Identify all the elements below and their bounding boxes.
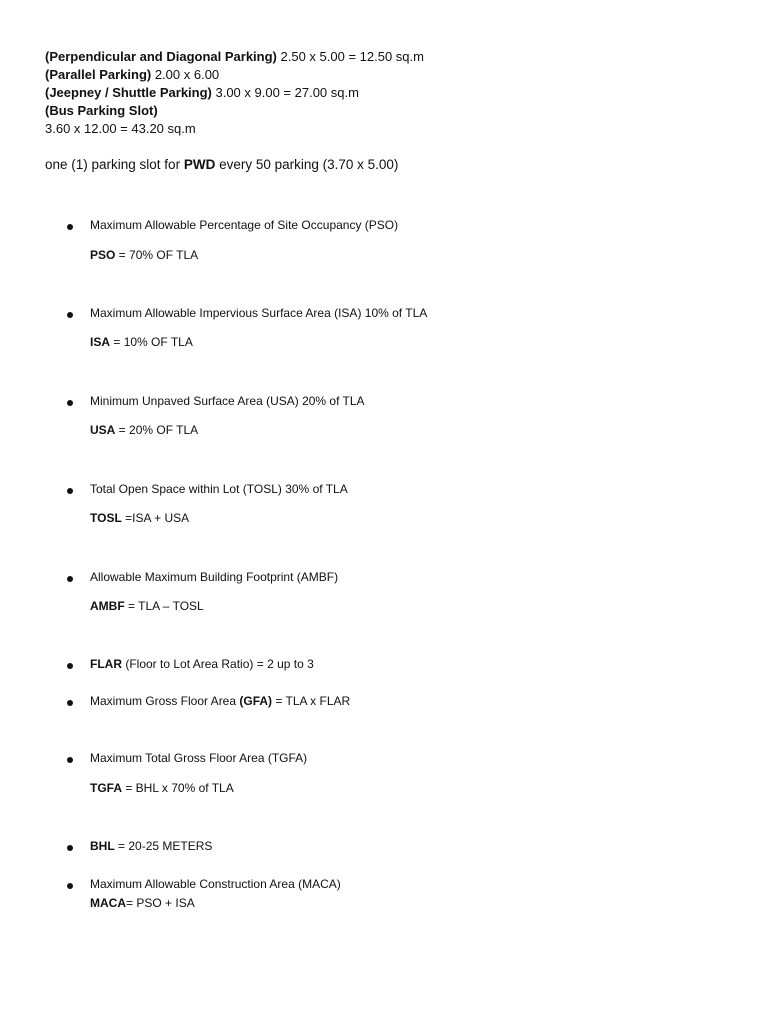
bullet-icon bbox=[67, 883, 73, 889]
bullet-icon bbox=[67, 488, 73, 494]
bullet-icon bbox=[67, 224, 73, 230]
ambf-formula: AMBF = TLA – TOSL bbox=[90, 599, 204, 613]
parallel-parking-line: (Parallel Parking) 2.00 x 6.00 bbox=[45, 67, 220, 82]
tgfa-formula: TGFA = BHL x 70% of TLA bbox=[90, 781, 234, 795]
tosl-formula: TOSL =ISA + USA bbox=[90, 511, 190, 525]
bullet-icon bbox=[67, 663, 73, 669]
bullet-icon bbox=[67, 700, 73, 706]
parking-dimensions bbox=[45, 48, 424, 138]
gfa-line: Maximum Gross Floor Area (GFA) = TLA x FLAR bbox=[90, 694, 351, 708]
bullet-icon bbox=[67, 576, 73, 582]
flar-line: FLAR (Floor to Lot Area Ratio) = 2 up to 3 bbox=[90, 657, 314, 671]
maca-title: Maximum Allowable Construction Area (MACA) bbox=[90, 877, 341, 891]
bullet-icon bbox=[67, 757, 73, 763]
ambf-title: Allowable Maximum Building Footprint (AMBF) bbox=[90, 570, 339, 584]
usa-title: Minimum Unpaved Surface Area (USA) 20% of TLA bbox=[90, 394, 365, 408]
pso-formula: PSO = 70% OF TLA bbox=[90, 248, 199, 262]
tosl-title: Total Open Space within Lot (TOSL) 30% of TLA bbox=[90, 482, 348, 496]
tgfa-title: Maximum Total Gross Floor Area (TGFA) bbox=[90, 751, 308, 765]
bullet-icon bbox=[67, 312, 73, 318]
bus-parking-dimensions: 3.60 x 12.00 = 43.20 sq.m bbox=[45, 121, 196, 136]
pwd-parking-line: one (1) parking slot for PWD every 50 parking (3.70 x 5.00) bbox=[45, 157, 399, 172]
bhl-line: BHL = 20-25 METERS bbox=[90, 839, 213, 853]
bus-parking-line: (Bus Parking Slot) bbox=[45, 103, 158, 118]
isa-title: Maximum Allowable Impervious Surface Area (ISA) 10% of TLA bbox=[90, 306, 428, 320]
bullet-icon bbox=[67, 845, 73, 851]
maca-formula: MACA= PSO + ISA bbox=[90, 896, 195, 910]
isa-formula: ISA = 10% OF TLA bbox=[90, 335, 193, 349]
perpendicular-parking-line: (Perpendicular and Diagonal Parking) 2.50 x 5.00 = 12.50 sq.m bbox=[45, 49, 424, 64]
bullet-icon bbox=[67, 400, 73, 406]
pso-title: Maximum Allowable Percentage of Site Occupancy (PSO) bbox=[90, 218, 399, 232]
usa-formula: USA = 20% OF TLA bbox=[90, 423, 199, 437]
jeepney-parking-line: (Jeepney / Shuttle Parking) 3.00 x 9.00 = 27.00 sq.m bbox=[45, 85, 359, 100]
